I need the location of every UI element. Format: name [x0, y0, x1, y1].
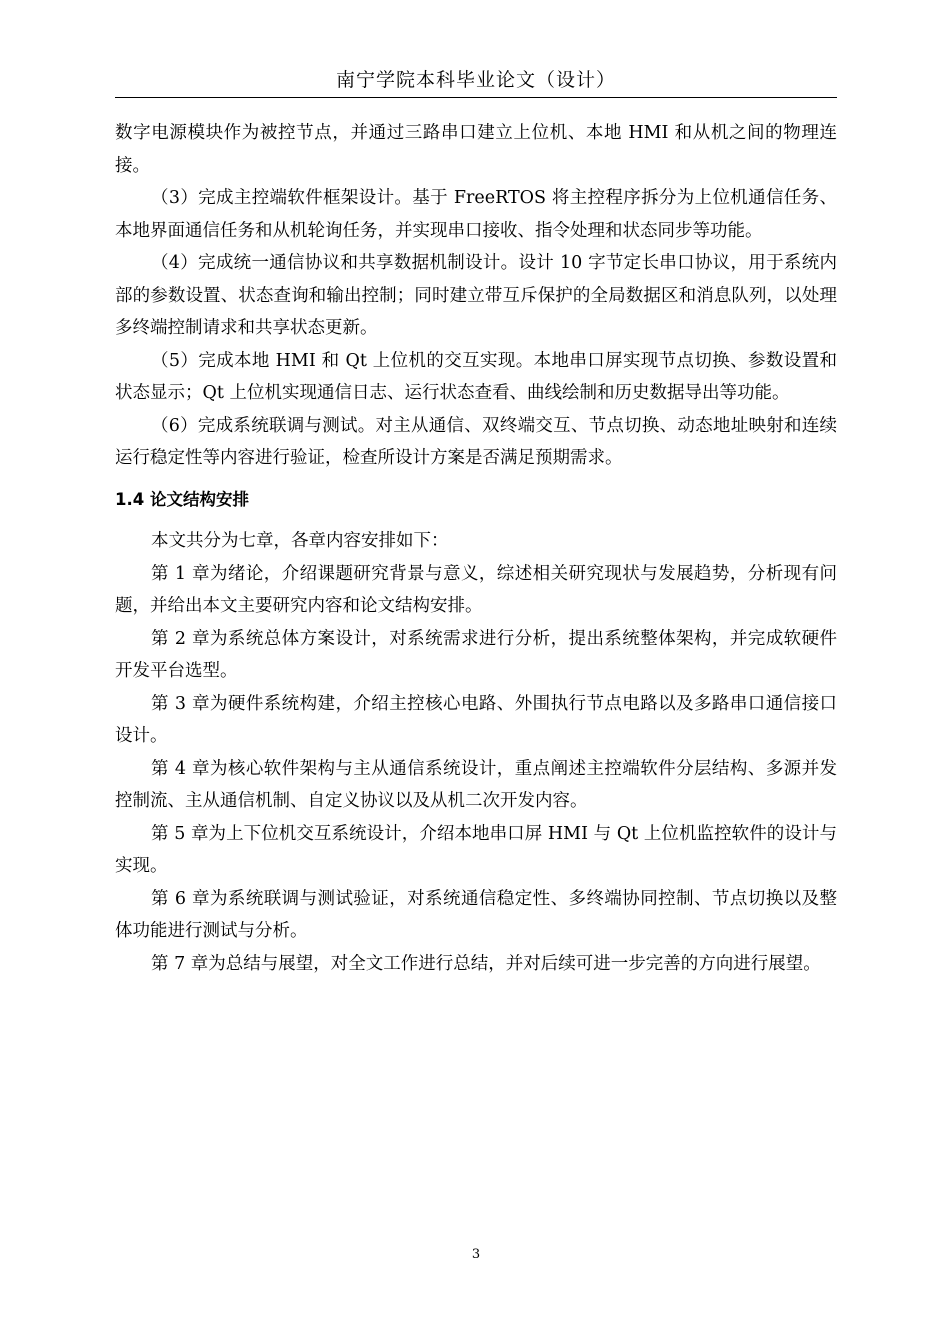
page-number: 3 — [471, 1247, 481, 1262]
paragraph-chapter-1: 第 1 章为绪论，介绍课题研究背景与意义，综述相关研究现状与发展趋势，分析现有问题，并给出本文主要研究内容和论文结构安排。 — [115, 563, 837, 616]
paragraph-chapter-6: 第 6 章为系统联调与测试验证，对系统通信稳定性、多终端协同控制、节点切换以及整体功能进行测试与分析。 — [115, 888, 837, 941]
paragraph-chapter-2: 第 2 章为系统总体方案设计，对系统需求进行分析，提出系统整体架构，并完成软硬件开发平台选型。 — [115, 628, 837, 681]
section-heading: 1.4 论文结构安排 — [115, 489, 249, 509]
paragraph-structure-intro: 本文共分为七章，各章内容安排如下： — [151, 531, 449, 551]
header-divider — [115, 97, 837, 98]
paragraph-item-4: （4）完成统一通信协议和共享数据机制设计。设计 10 字节定长串口协议，用于系统内部的参数设置、状态查询和输出控制；同时建立带互斥保护的全局数据区和消息队列，以处理多终端控制请求和共享状态更新。 — [115, 253, 837, 338]
paragraph-item-6: （6）完成系统联调与测试。对主从通信、双终端交互、节点切换、动态地址映射和连续运行稳定性等内容进行验证，检查所设计方案是否满足预期需求。 — [115, 415, 837, 468]
paragraph-chapter-4: 第 4 章为核心软件架构与主从通信系统设计，重点阐述主控端软件分层结构、多源并发控制流、主从通信机制、自定义协议以及从机二次开发内容。 — [115, 758, 837, 811]
paragraph-chapter-5: 第 5 章为上下位机交互系统设计，介绍本地串口屏 HMI 与 Qt 上位机监控软件的设计与实现。 — [115, 823, 837, 876]
paragraph-chapter-7: 第 7 章为总结与展望，对全文工作进行总结，并对后续可进一步完善的方向进行展望。 — [151, 953, 821, 974]
paragraph-item-5: （5）完成本地 HMI 和 Qt 上位机的交互实现。本地串口屏实现节点切换、参数设置和状态显示；Qt 上位机实现通信日志、运行状态查看、曲线绘制和历史数据导出等功能。 — [115, 350, 837, 403]
paragraph-chapter-3: 第 3 章为硬件系统构建，介绍主控核心电路、外围执行节点电路以及多路串口通信接口设计。 — [115, 693, 837, 746]
paragraph-continuation: 数字电源模块作为被控节点，并通过三路串口建立上位机、本地 HMI 和从机之间的物理连接。 — [115, 123, 837, 176]
paragraph-item-3: （3）完成主控端软件框架设计。基于 FreeRTOS 将主控程序拆分为上位机通信任务、本地界面通信任务和从机轮询任务，并实现串口接收、指令处理和状态同步等功能。 — [115, 188, 837, 241]
document-body — [115, 117, 837, 980]
page-header-title: 南宁学院本科毕业论文（设计） — [335, 69, 616, 91]
